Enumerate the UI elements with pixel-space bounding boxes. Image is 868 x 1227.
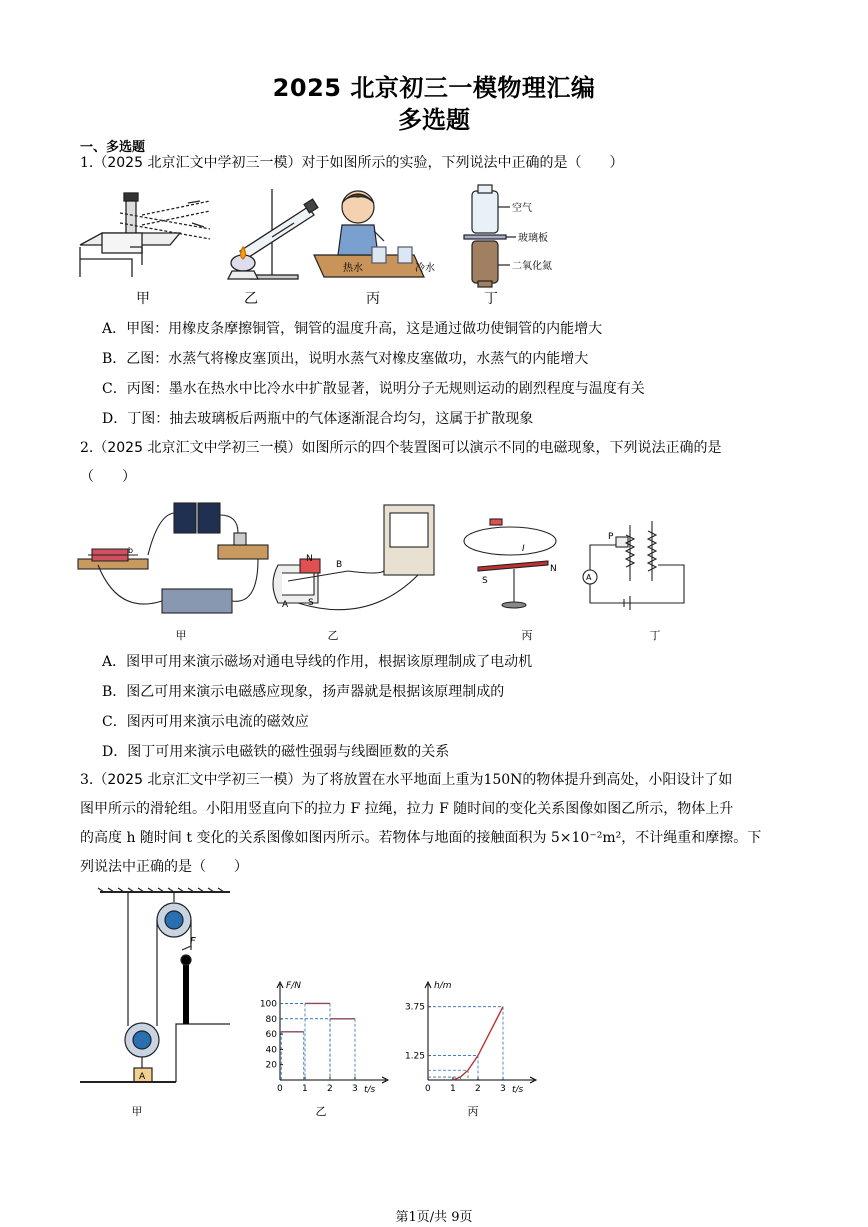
chart-height-vs-time <box>404 980 540 1100</box>
q1-option-d: D．丁图：抽去玻璃板后两瓶中的气体逐渐混合均匀，这属于扩散现象 <box>102 411 534 427</box>
figure-q2-jia <box>78 503 268 613</box>
height-chart-series-0 <box>453 1007 503 1080</box>
label-air: 空气 <box>512 203 532 214</box>
figure-q2-yi <box>273 505 434 610</box>
force-chart-x-tick-1: 1 <box>302 1084 308 1094</box>
q2-caption-bing: 丙 <box>521 629 533 642</box>
q3-caption-yi: 乙 <box>315 1105 327 1118</box>
label-cold-water: 冷水 <box>415 263 435 274</box>
label-glass-plate: 玻璃板 <box>518 233 548 244</box>
figure-yi-steam <box>228 189 318 279</box>
q1-option-b: B．乙图：水蒸气将橡皮塞顶出，说明水蒸气对橡皮塞做功，水蒸气的内能增大 <box>102 351 589 367</box>
page-title: 2025 北京初三一模物理汇编 <box>272 74 596 102</box>
question-1-stem: 1.（2025 北京汇文中学初三一模）对于如图所示的实验，下列说法中正确的是（ ） <box>80 155 624 171</box>
force-chart-y-tick-0: 20 <box>265 1060 277 1071</box>
label-n-bing: N <box>550 564 557 574</box>
figure-q2-ding <box>583 521 684 610</box>
question-1-figures <box>80 185 600 310</box>
label-no2: 二氧化氮 <box>512 261 552 272</box>
force-chart-y-tick-3: 80 <box>265 1014 277 1025</box>
force-chart-y-tick-1: 40 <box>265 1045 277 1056</box>
height-chart-y-tick-1: 3.75 <box>404 1002 425 1013</box>
force-chart-x-tick-0: 0 <box>277 1084 283 1094</box>
chart-force-vs-time <box>259 980 402 1100</box>
force-chart-y-tick-2: 60 <box>265 1030 277 1041</box>
q2-option-c: C．图丙可用来演示电流的磁效应 <box>102 714 309 730</box>
q2-caption-jia: 甲 <box>175 629 187 642</box>
height-chart-x-tick-2: 2 <box>475 1084 481 1094</box>
q3-pulley-figure <box>80 888 260 1103</box>
height-chart-y-tick-0: 1.25 <box>404 1051 425 1062</box>
figure-bing-diffusion <box>314 191 435 277</box>
figure-q2-bing <box>464 519 557 608</box>
force-chart-ylabel: F/N <box>286 981 301 991</box>
q2-caption-ding: 丁 <box>649 629 661 642</box>
force-chart-x-tick-2: 2 <box>327 1084 333 1094</box>
height-chart-ylabel: h/m <box>434 981 452 991</box>
force-chart-xlabel: t/s <box>364 1085 376 1095</box>
q2-option-a: A．图甲可用来演示磁场对通电导线的作用，根据该原理制成了电动机 <box>102 654 533 670</box>
q1-option-c: C．丙图：墨水在热水中比冷水中扩散显著，说明分子无规则运动的剧烈程度与温度有关 <box>102 381 645 397</box>
force-chart-x-tick-3: 3 <box>352 1084 358 1094</box>
q1-caption-ding: 丁 <box>484 291 498 307</box>
q1-caption-yi: 乙 <box>244 291 258 307</box>
q1-caption-bing: 丙 <box>366 291 380 307</box>
q2-caption-yi: 乙 <box>327 629 339 642</box>
label-ammeter: A <box>586 573 592 582</box>
force-chart-y-tick-4: 100 <box>259 999 277 1010</box>
label-p: P <box>608 532 614 542</box>
height-chart-x-tick-0: 0 <box>425 1084 431 1094</box>
figure-ding-gas <box>464 185 552 287</box>
question-2-stem: 2.（2025 北京汇文中学初三一模）如图所示的四个装置图可以演示不同的电磁现象，下列说法正确的是 （ ） <box>80 440 722 485</box>
q2-option-b: B．图乙可用来演示电磁感应现象，扬声器就是根据该原理制成的 <box>102 684 505 700</box>
height-chart-x-tick-3: 3 <box>500 1084 506 1094</box>
page-subtitle: 多选题 <box>398 106 470 134</box>
question-2-figures <box>78 495 698 625</box>
q3-caption-jia: 甲 <box>131 1105 143 1118</box>
label-n-yi: N <box>306 554 313 564</box>
figure-jia-friction <box>80 193 210 277</box>
q1-caption-jia: 甲 <box>136 291 150 307</box>
force-f-label: F <box>190 936 196 947</box>
page-footer: 第1页/共 9页 <box>395 1210 473 1225</box>
label-hot-water: 热水 <box>343 263 363 274</box>
q1-option-a: A．甲图：用橡皮条摩擦铜管，铜管的温度升高，这是通过做功使铜管的内能增大 <box>102 321 603 337</box>
label-s-yi: S <box>308 598 314 608</box>
section-heading: 一、多选题 <box>80 140 146 155</box>
block-a-label: A <box>139 1072 146 1082</box>
q2-option-d: D．图丁可用来演示电磁铁的磁性强弱与线圈匝数的关系 <box>102 744 450 760</box>
label-a-yi: A <box>282 600 289 610</box>
question-3-stem: 3.（2025 北京汇文中学初三一模）为了将放置在水平地面上重为150N的物体提升到高处，小阳设计了如 图甲所示的滑轮组。小阳用竖直向下的拉力 F 拉绳，拉力 F 随时间的变化关系图像如图乙所示，物体上升 的高度 h 随时间 t 变化的关系图像如图丙所示。若物体与地面的接触面积为 5×10⁻²m²，不计绳重和摩擦。下 列说法中正确的是（ ） <box>80 772 762 875</box>
label-current-i: I <box>522 544 525 554</box>
height-chart-xlabel: t/s <box>512 1085 524 1095</box>
label-b: b <box>128 546 134 555</box>
label-s-bing: S <box>482 576 488 586</box>
label-b-yi: B <box>336 560 343 570</box>
height-chart-x-tick-1: 1 <box>450 1084 456 1094</box>
q3-caption-bing: 丙 <box>467 1105 479 1118</box>
